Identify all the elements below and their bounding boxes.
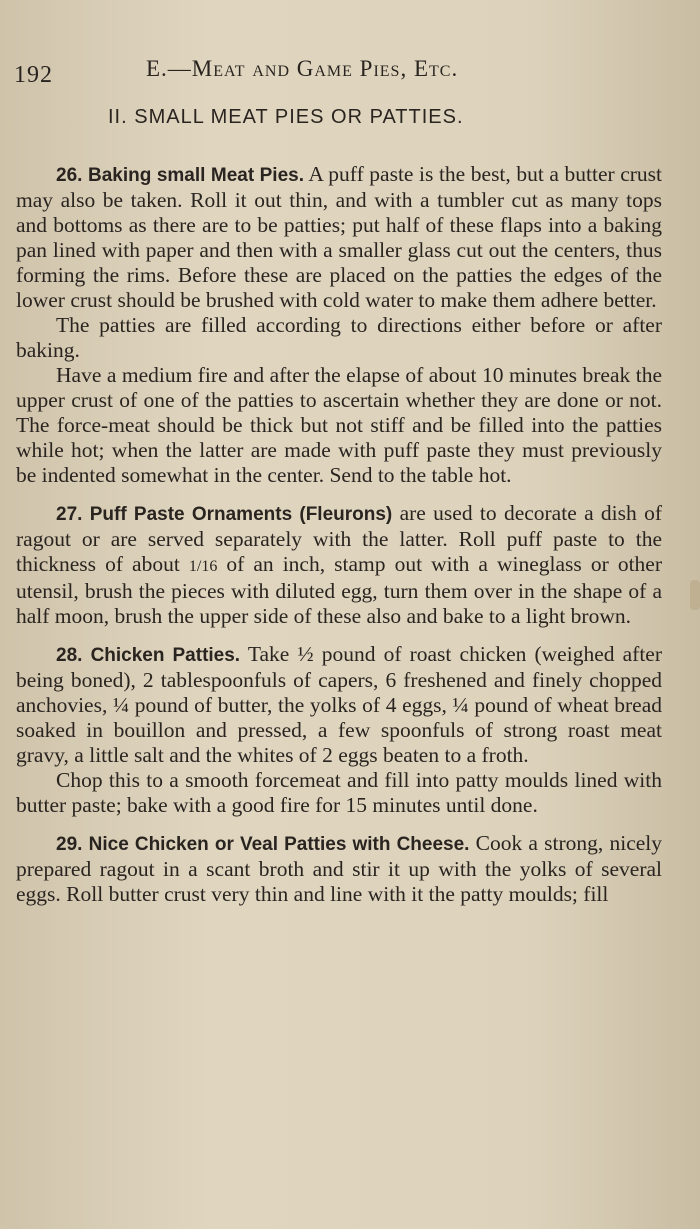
paragraph-27 bbox=[16, 501, 662, 629]
paragraph-number: 26. bbox=[56, 165, 83, 186]
paragraph-28 bbox=[16, 642, 662, 768]
paragraph-text: Cook a strong, nicely prepared ragout in a scant broth and stir it up with the yolks of several eggs. Roll butter crust very thin and line with it the patty moulds; fill bbox=[16, 831, 663, 906]
paragraph-28-continued: Chop this to a smooth forcemeat and fill into patty moulds lined with butter paste; bake with a good fire for 15 minutes until done. bbox=[16, 768, 662, 817]
running-head: E.—Meat and Game Pies, Etc. bbox=[146, 56, 459, 81]
page-header bbox=[14, 48, 674, 88]
paragraph-heading: Baking small Meat Pies. bbox=[88, 165, 304, 186]
paragraph-heading: Nice Chicken or Veal Patties with Cheese. bbox=[88, 834, 470, 855]
paragraph-text-continued: of an inch, stamp out with a wineglass or other utensil, brush the pieces with diluted egg, turn them over in the shape of a half moon, brush the upper side of these also and bake to a light brown. bbox=[16, 552, 662, 628]
page-edge-stain bbox=[690, 580, 700, 610]
paragraph-26 bbox=[16, 162, 662, 313]
paragraph-text: A puff paste is the best, but a butter crust may also be taken. Roll it out thin, and with a tumbler cut as many tops and bottoms as there are to be patties; put half of these flaps into a baking pan lined with paper and then with a smaller glass cut out the centers, thus forming the rims. Before these are placed on the patties the edges of the lower crust should be brushed with cold water to make them adhere better. bbox=[16, 162, 663, 312]
paragraph-number: 29. bbox=[56, 834, 83, 855]
paragraph-text: Take ½ pound of roast chicken (weighed after being boned), 2 tablespoonfuls of capers, 6 freshened and finely chopped anchovies, ¼ pound of butter, the yolks of 4 eggs, ¼ pound of wheat bread soaked in bouillon and pressed, a few spoonfuls of strong roast meat gravy, a little salt and the whites of 2 eggs beaten to a froth. bbox=[16, 642, 662, 767]
section-title: II. SMALL MEAT PIES OR PATTIES. bbox=[108, 106, 464, 128]
body-text bbox=[16, 162, 662, 907]
fraction: 1/16 bbox=[188, 558, 218, 575]
paragraph-number: 28. bbox=[56, 645, 83, 666]
paragraph-26-continued-2: Have a medium fire and after the elapse of about 10 minutes break the upper crust of one of the patties to ascertain whether they are done or not. The force-meat should be thick but not stiff and be filled into the patties while hot; when the latter are made with puff paste they must previously be indented somewhat in the center. Send to the table hot. bbox=[16, 363, 662, 487]
paragraph-heading: Chicken Patties. bbox=[90, 645, 241, 666]
paragraph-26-continued: The patties are filled according to directions either before or after baking. bbox=[16, 313, 662, 362]
paragraph-number: 27. bbox=[56, 504, 83, 525]
page-number: 192 bbox=[14, 62, 53, 88]
paragraph-heading: Puff Paste Ornaments (Fleurons) bbox=[89, 504, 393, 525]
paragraph-text: are used to decorate a dish of ragout or are served separately with the latter. Roll puff paste to the thickness of about bbox=[16, 501, 663, 576]
paragraph-29 bbox=[16, 831, 662, 907]
